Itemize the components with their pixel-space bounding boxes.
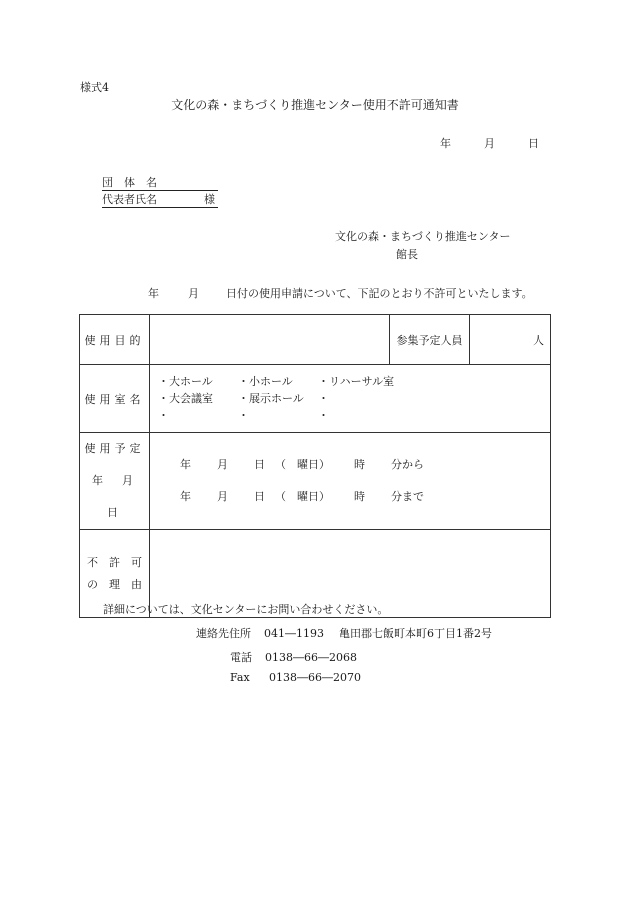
representative-line <box>102 193 218 208</box>
group-name-line <box>102 176 218 191</box>
from-weekday: （ 曜日） <box>275 458 330 471</box>
fax-number: 0138―66―2070 <box>269 671 361 684</box>
form-number: 様式4 <box>80 81 109 94</box>
schedule-label-line2: 年 月 日 <box>92 474 152 519</box>
postal-code: 041―1193 <box>264 627 324 640</box>
schedule-label-line1: 使用予定 <box>84 442 145 455</box>
representative-field <box>102 193 218 208</box>
rooms-row <box>158 373 550 390</box>
issue-date <box>440 137 539 151</box>
date-day: 日 <box>528 137 539 150</box>
contact-phone <box>230 651 357 665</box>
room-item: ・ <box>318 409 329 422</box>
issuer-title: 館長 <box>396 248 418 261</box>
to-day: 日 <box>254 490 265 503</box>
attendees-label: 参集予定人員 <box>390 315 470 365</box>
room-item: ・展示ホール <box>238 392 304 405</box>
to-minute: 分まで <box>391 490 424 503</box>
contact-fax <box>230 671 361 685</box>
from-year: 年 <box>180 458 191 471</box>
fax-label: Fax <box>230 671 250 684</box>
room-item: ・ <box>158 409 169 422</box>
to-month: 月 <box>217 490 228 503</box>
schedule-label <box>80 433 150 530</box>
representative-label: 代表者氏名 <box>102 193 157 206</box>
from-hour: 時 <box>354 458 365 471</box>
group-name-label: 団 体 名 <box>102 176 218 191</box>
reason-label-line2: の 理 由 <box>87 577 142 591</box>
to-year: 年 <box>180 490 191 503</box>
from-day: 日 <box>254 458 265 471</box>
phone-number: 0138―66―2068 <box>265 651 357 664</box>
reason-label-line1: 不 許 可 <box>87 555 142 569</box>
room-item: ・リハーサル室 <box>318 375 395 388</box>
purpose-value <box>150 315 390 365</box>
room-item: ・ <box>238 409 249 422</box>
to-hour: 時 <box>354 490 365 503</box>
notice-table <box>79 314 551 618</box>
document-title: 文化の森・まちづくり推進センター使用不許可通知書 <box>171 98 459 112</box>
rooms-row <box>158 407 550 424</box>
phone-label: 電話 <box>230 651 252 664</box>
date-month: 月 <box>484 137 495 150</box>
room-item: ・大会議室 <box>158 392 213 405</box>
room-item: ・小ホール <box>238 375 293 388</box>
issuer-organization: 文化の森・まちづくり推進センター <box>335 230 511 243</box>
inquiry-note: 詳細については、文化センターにお問い合わせください。 <box>103 603 389 616</box>
date-year: 年 <box>440 137 451 150</box>
room-item: ・大ホール <box>158 375 213 388</box>
from-minute: 分から <box>391 458 424 471</box>
attendees-unit: 人 <box>470 315 551 365</box>
schedule-from <box>180 449 550 481</box>
contact-address <box>196 627 492 641</box>
body-month: 月 <box>188 287 199 300</box>
purpose-label: 使用目的 <box>80 315 150 365</box>
from-month: 月 <box>217 458 228 471</box>
contact-label: 連絡先住所 <box>196 627 251 640</box>
address-text: 亀田郡七飯町本町6丁目1番2号 <box>339 627 492 640</box>
honorific: 様 <box>204 193 215 206</box>
rooms-row <box>158 390 550 407</box>
notice-body <box>148 287 533 301</box>
to-weekday: （ 曜日） <box>275 490 330 503</box>
body-year: 年 <box>148 287 159 300</box>
rooms-label: 使用室名 <box>80 365 150 433</box>
schedule-values <box>150 433 551 530</box>
room-item: ・ <box>318 392 329 405</box>
rooms-list <box>150 365 551 433</box>
schedule-to <box>180 481 550 513</box>
body-text: 日付の使用申請について、下記のとおり不許可といたします。 <box>226 287 533 300</box>
